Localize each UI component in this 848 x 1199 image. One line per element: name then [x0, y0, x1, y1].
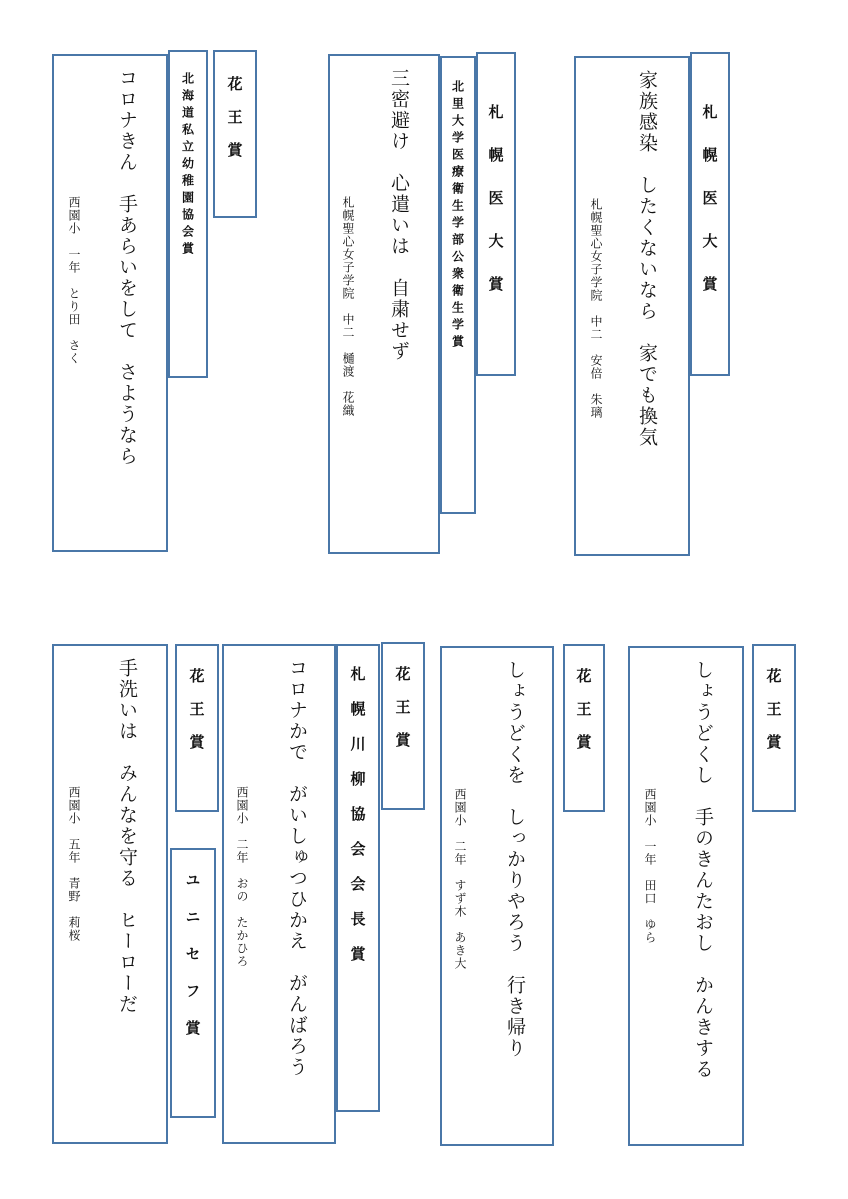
- poem-author: 西園小 五年 青野 莉桜: [67, 786, 81, 942]
- poem-author: 西園小 二年 すず木 あき大: [453, 788, 467, 970]
- poem-card-6: [222, 644, 336, 1144]
- poem-card-3: [52, 54, 168, 552]
- award-label: 花王賞: [213, 50, 257, 218]
- award-label: ユニセフ賞: [170, 848, 216, 1118]
- poem-text: コロナきん 手あらいをして さようなら: [116, 68, 138, 467]
- award-label: 花王賞: [752, 644, 796, 812]
- award-label: 札幌医大賞: [476, 52, 516, 376]
- award-label: 札幌医大賞: [690, 52, 730, 376]
- poem-author: 札幌聖心女子学院 中二 樋渡 花織: [341, 196, 355, 417]
- poem-card-7: [52, 644, 168, 1144]
- poem-author: 西園小 一年 田口 ゆら: [643, 788, 657, 944]
- poem-card-4: [628, 646, 744, 1146]
- award-label: 花王賞: [563, 644, 605, 812]
- award-label: 北里大学医療衛生学部公衆衛生学賞: [440, 56, 476, 514]
- poem-text: 三密避け 心遣いは 自粛せず: [388, 68, 410, 362]
- poem-card-2: [328, 54, 440, 554]
- poem-author: 西園小 二年 おの たかひろ: [235, 786, 249, 968]
- poem-text: コロナかで がいしゅつひかえ がんばろう: [286, 658, 308, 1078]
- poem-card-5: [440, 646, 554, 1146]
- poem-text: しょうどくし 手のきんたおし かんきする: [692, 660, 714, 1080]
- poem-card-1: [574, 56, 690, 556]
- award-label: 北海道私立幼稚園協会賞: [168, 50, 208, 378]
- poem-text: 手洗いは みんなを守る ヒーローだ: [116, 658, 138, 1015]
- poem-text: 家族感染 したくないなら 家でも換気: [636, 70, 658, 448]
- award-label: 花王賞: [381, 642, 425, 810]
- award-label: 札幌川柳協会会長賞: [336, 644, 380, 1112]
- poem-author: 札幌聖心女子学院 中二 安倍 朱璃: [589, 198, 603, 419]
- poem-text: しょうどくを しっかりやろう 行き帰り: [504, 660, 526, 1059]
- poem-author: 西園小 一年 とり田 さく: [67, 196, 81, 365]
- award-label: 花王賞: [175, 644, 219, 812]
